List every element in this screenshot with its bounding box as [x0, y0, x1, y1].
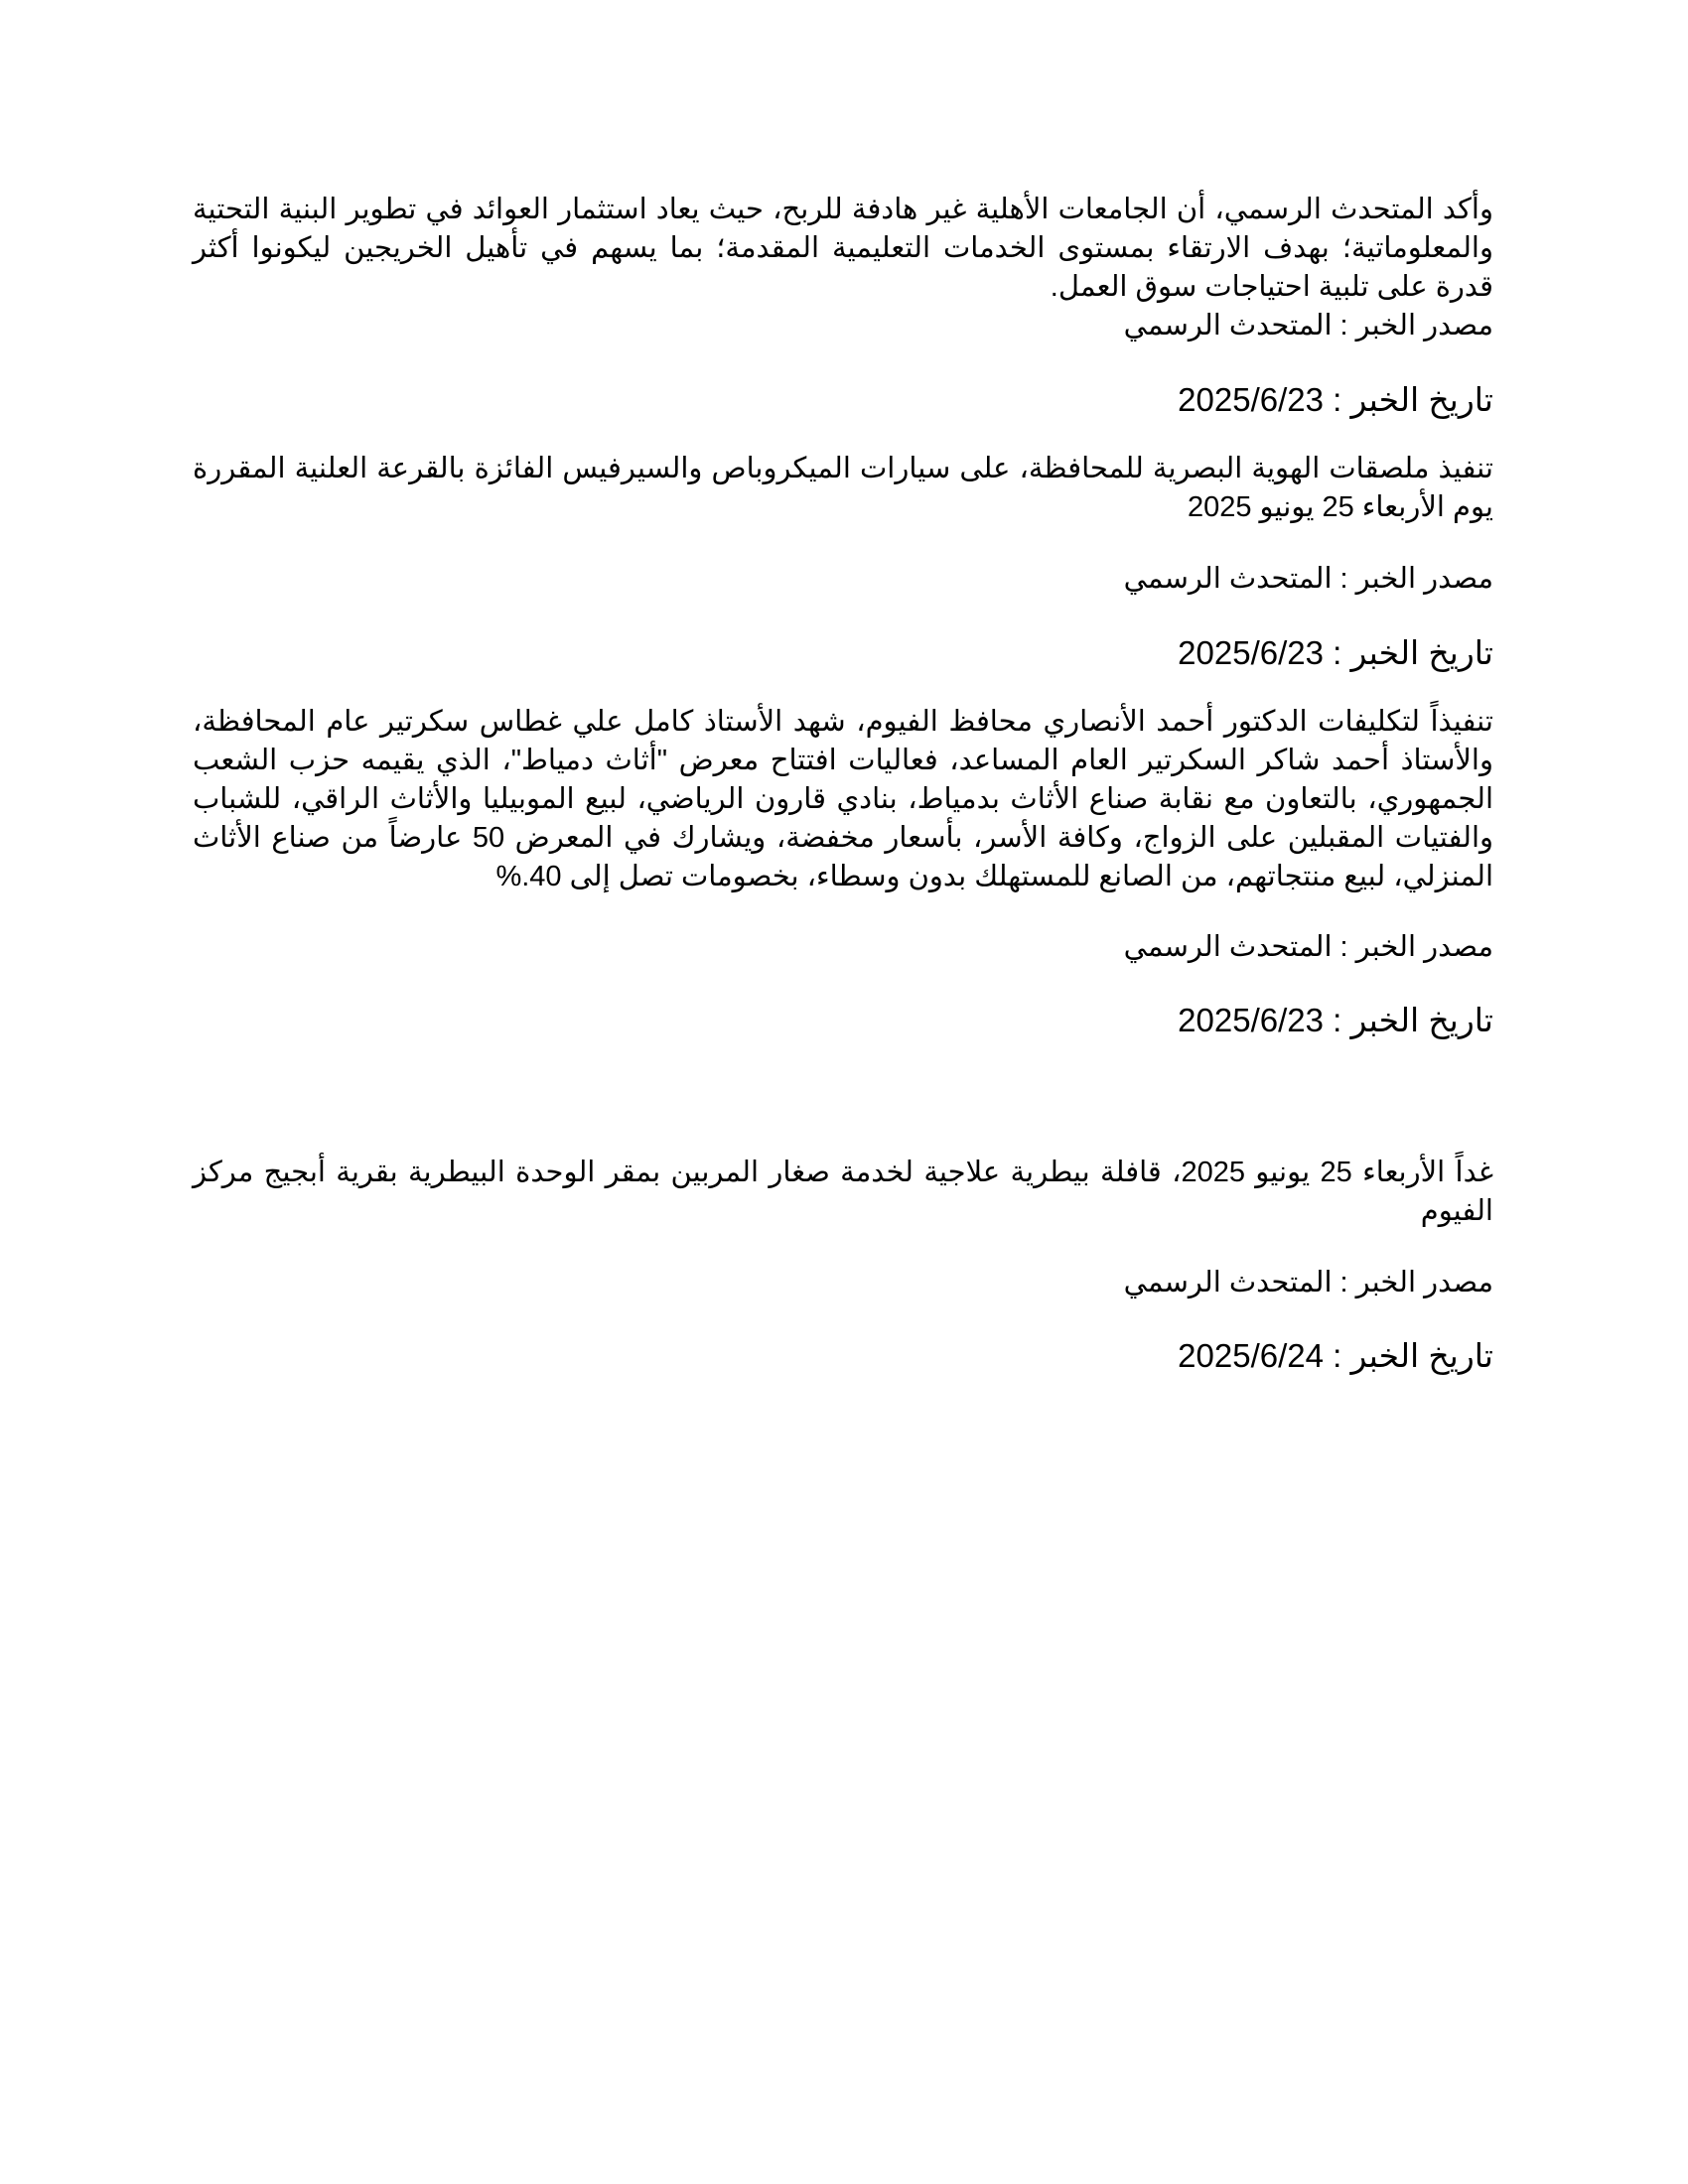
news-source: مصدر الخبر : المتحدث الرسمي [1123, 563, 1493, 595]
news-body: وأكد المتحدث الرسمي، أن الجامعات الأهلية غير هادفة للربح، حيث يعاد استثمار العوائد في تطوير البنية التحتية والمعلوماتية؛ بهدف الارتقاء بمستوى الخدمات التعليمية المقدمة؛ بما يسهم في تأهيل الخريجين ليكونوا أكثر قدرة على تلبية احتياجات سوق العمل. [193, 194, 1493, 303]
news-date: تاريخ الخبر : 2025/6/23 [1178, 381, 1493, 418]
news-date: تاريخ الخبر : 2025/6/23 [1178, 1002, 1493, 1038]
news-source: مصدر الخبر : المتحدث الرسمي [1123, 931, 1493, 963]
news-date: تاريخ الخبر : 2025/6/24 [1178, 1337, 1493, 1374]
news-body: تنفيذ ملصقات الهوية البصرية للمحافظة، على سيارات الميكروباص والسيرفيس الفائزة بالقرعة العلنية المقررة يوم الأربعاء 25 يونيو 2025 [193, 453, 1493, 523]
news-item [193, 1154, 1493, 1375]
news-source: مصدر الخبر : المتحدث الرسمي [1123, 310, 1493, 341]
news-date: تاريخ الخبر : 2025/6/23 [1178, 634, 1493, 671]
document-page [193, 191, 1493, 1375]
news-source: مصدر الخبر : المتحدث الرسمي [1123, 1267, 1493, 1298]
news-item [193, 191, 1493, 419]
news-body: تنفيذاً لتكليفات الدكتور أحمد الأنصاري محافظ الفيوم، شهد الأستاذ كامل علي غطاس سكرتير عام المحافظة، والأستاذ أحمد شاكر السكرتير العام المساعد، فعاليات افتتاح معرض "أثاث دمياط"، الذي يقيمه حزب الشعب الجمهوري، بالتعاون مع نقابة صناع الأثاث بدمياط، بنادي قارون الرياضي، لبيع الموبيليا والأثاث الراقي، للشباب والفتيات المقبلين على الزواج، وكافة الأسر، بأسعار مخفضة، ويشارك في المعرض 50 عارضاً من صناع الأثاث المنزلي، لبيع منتجاتهم، من الصانع للمستهلك بدون وسطاء، بخصومات تصل إلى 40.% [193, 706, 1494, 892]
news-item [193, 450, 1493, 672]
news-body: غداً الأربعاء 25 يونيو 2025، قافلة بيطرية علاجية لخدمة صغار المربين بمقر الوحدة البيطرية بقرية أبجيج مركز الفيوم [193, 1157, 1493, 1227]
news-item [193, 703, 1493, 1039]
